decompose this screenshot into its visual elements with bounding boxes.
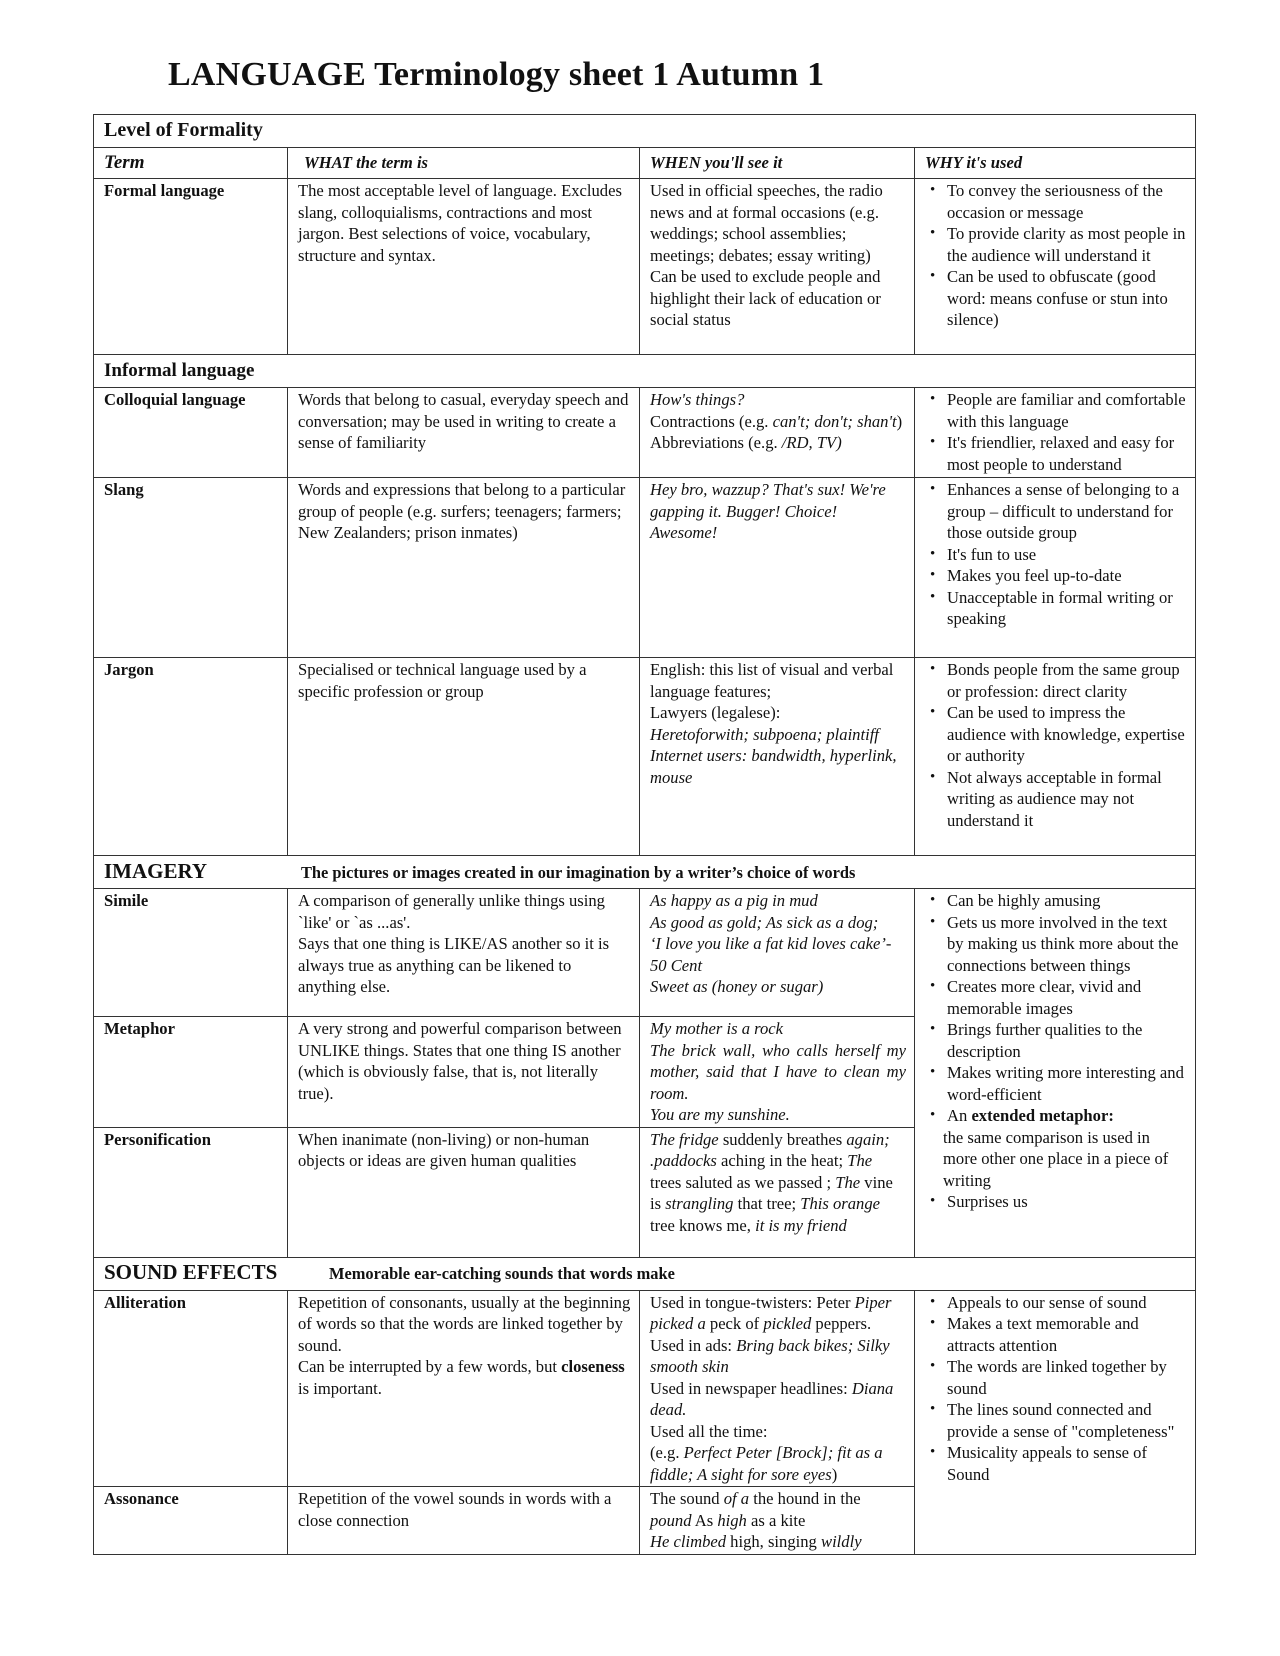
when-text: Used in newspaper headlines: Diana dead. [650, 1378, 894, 1419]
what-text: Can be interrupted by a few words, but closeness is important. [298, 1357, 625, 1398]
when-cell: The fridge suddenly breathes again; .paddocks aching in the heat; The trees saluted as we passed ; The vine is strangling that tree; This orange tree knows me, it is my friend [640, 1127, 915, 1257]
list-item: • To provide clarity as most people in the audience will understand it [947, 223, 1187, 266]
what-text: Repetition of consonants, usually at the beginning of words so that the words are linked together by sound. [298, 1292, 631, 1355]
why-cell-sound [915, 1290, 1196, 1554]
what-cell [288, 889, 640, 1017]
when-text: The brick wall, who calls herself my mother, said that I have to clean my room. [650, 1040, 906, 1103]
section-row-sound [94, 1257, 1196, 1290]
term-cell: Alliteration [94, 1290, 288, 1487]
header-when: WHEN you'll see it [640, 148, 915, 179]
list-item: • Surprises us [947, 1191, 1187, 1213]
list-item: • Bonds people from the same group or profession: direct clarity [947, 659, 1187, 702]
header-what: WHAT the term is [288, 148, 640, 179]
what-cell: Repetition of the vowel sounds in words with a close connection [288, 1487, 640, 1555]
why-cell [915, 658, 1196, 856]
when-text: Heretoforwith; subpoena; plaintiff [650, 724, 879, 744]
list-item: • Gets us more involved in the text by making us think more about the connections between things [947, 912, 1187, 977]
why-cell [915, 388, 1196, 478]
when-text: Used in tongue-twisters: Peter Piper picked a peck of pickled peppers. Used in ads: Bring back bikes; Silky smooth skin [650, 1292, 892, 1376]
what-text: A comparison of generally unlike things using `like' or `as ...as'. [298, 891, 605, 932]
what-text: Says that one thing is LIKE/AS another so it is always true as anything can be likened to anything else. [298, 934, 610, 996]
header-term: Term [94, 148, 288, 179]
section-description: The pictures or images created in our imagination by a writer’s choice of words [301, 862, 856, 882]
list-item: • It's fun to use [947, 544, 1187, 566]
when-text: Internet users: bandwidth, hyperlink, mouse [650, 746, 897, 787]
when-text: The sound of a the hound in the pound As high as a kite [650, 1489, 861, 1530]
table-row [94, 889, 1196, 1017]
when-cell [640, 1290, 915, 1487]
what-cell: Words and expressions that belong to a particular group of people (e.g. surfers; teenagers; farmers; New Zealanders; prison inmates) [288, 478, 640, 658]
section-description: Memorable ear-catching sounds that words make [329, 1264, 675, 1284]
list-item: • Not always acceptable in formal writing as audience may not understand it [947, 767, 1187, 832]
list-item: • Unacceptable in formal writing or speaking [947, 587, 1187, 630]
what-cell: Words that belong to casual, everyday speech and conversation; may be used in writing to create a sense of familiarity [288, 388, 640, 478]
when-cell: Hey bro, wazzup? That's sux! We're gapping it. Bugger! Choice! Awesome! [640, 478, 915, 658]
section-title: SOUND EFFECTS [104, 1260, 278, 1285]
list-item: • Brings further qualities to the description [947, 1019, 1187, 1062]
header-why: WHY it's used [915, 148, 1196, 179]
list-item: • Can be used to impress the audience with knowledge, expertise or authority [947, 702, 1187, 767]
when-cell [640, 658, 915, 856]
section-row-imagery [94, 856, 1196, 889]
when-text: As good as gold; As sick as a dog; [650, 912, 879, 932]
extended-metaphor-text: the same comparison is used in more other one place in a piece of writing [943, 1127, 1169, 1190]
list-item: • Makes you feel up-to-date [947, 565, 1187, 587]
why-cell [915, 478, 1196, 658]
when-text: How's things? [650, 390, 745, 409]
table-row [94, 388, 1196, 478]
when-text: Sweet as (honey or sugar) [650, 977, 824, 996]
list-item: • It's friendlier, relaxed and easy for most people to understand [947, 432, 1187, 475]
term-cell: Personification [94, 1127, 288, 1257]
section-row-informal [94, 355, 1196, 388]
terminology-table [93, 114, 1196, 1555]
table-row [94, 1290, 1196, 1487]
list-item: • Can be used to obfuscate (good word: means confuse or stun into silence) [947, 266, 1187, 331]
what-cell: The most acceptable level of language. Excludes slang, colloquialisms, contractions and most jargon. Best selections of voice, vocabulary, structure and syntax. [288, 179, 640, 355]
when-text: Contractions (e.g. can't; don't; shan't) Abbreviations (e.g. /RD, TV) [650, 411, 903, 452]
when-text: ‘I love you like a fat kid loves cake’- 50 Cent [650, 934, 892, 975]
when-text: English: this list of visual and verbal language features; [650, 660, 894, 701]
section-title: Informal language [104, 360, 255, 382]
when-text: Can be used to exclude people and highlight their lack of education or social status [650, 267, 881, 329]
list-item: • An extended metaphor: [947, 1105, 1187, 1127]
term-cell: Slang [94, 478, 288, 658]
when-text: He climbed high, singing wildly [650, 1532, 862, 1551]
section-row-formality [94, 115, 1196, 148]
when-cell [640, 1487, 915, 1555]
why-cell [915, 179, 1196, 355]
what-cell: Specialised or technical language used by a specific profession or group [288, 658, 640, 856]
section-title: Level of Formality [104, 119, 263, 142]
what-cell: When inanimate (non-living) or non-human objects or ideas are given human qualities [288, 1127, 640, 1257]
when-text: As happy as a pig in mud [650, 891, 818, 910]
when-text: My mother is a rock [650, 1019, 784, 1038]
term-cell: Metaphor [94, 1017, 288, 1128]
list-item: • Makes a text memorable and attracts attention [947, 1313, 1187, 1356]
when-cell [640, 889, 915, 1017]
what-cell: A very strong and powerful comparison between UNLIKE things. States that one thing IS another (which is obviously false, that is, not literally true). [288, 1017, 640, 1128]
term-cell: Formal language [94, 179, 288, 355]
term-cell: Jargon [94, 658, 288, 856]
table-row [94, 478, 1196, 658]
why-cell-imagery [915, 889, 1196, 1258]
when-cell [640, 388, 915, 478]
when-cell [640, 179, 915, 355]
list-item: • Enhances a sense of belonging to a group – difficult to understand for those outside group [947, 479, 1187, 544]
when-text: You are my sunshine. [650, 1105, 790, 1124]
table-row [94, 658, 1196, 856]
what-cell [288, 1290, 640, 1487]
term-cell: Assonance [94, 1487, 288, 1555]
list-item: • To convey the seriousness of the occasion or message [947, 180, 1187, 223]
when-text: Lawyers (legalese): [650, 703, 781, 722]
list-item: • People are familiar and comfortable with this language [947, 389, 1187, 432]
term-cell: Colloquial language [94, 388, 288, 478]
header-row [94, 148, 1196, 179]
when-text: (e.g. Perfect Peter [Brock]; fit as a fiddle; A sight for sore eyes) [650, 1443, 883, 1484]
list-item: • The words are linked together by sound [947, 1356, 1187, 1399]
term-cell: Simile [94, 889, 288, 1017]
list-item: • Makes writing more interesting and word-efficient [947, 1062, 1187, 1105]
table-row [94, 179, 1196, 355]
section-title: IMAGERY [104, 858, 208, 883]
list-item: • Musicality appeals to sense of Sound [947, 1442, 1187, 1485]
when-text: Used all the time: [650, 1421, 768, 1441]
list-item: • Can be highly amusing [947, 890, 1187, 912]
when-cell [640, 1017, 915, 1128]
when-text: Used in official speeches, the radio news and at formal occasions (e.g. weddings; school assemblies; meetings; debates; essay writing) [650, 181, 883, 265]
page-title: LANGUAGE Terminology sheet 1 Autumn 1 [168, 56, 825, 93]
list-item: • Creates more clear, vivid and memorable images [947, 976, 1187, 1019]
list-item: • The lines sound connected and provide a sense of "completeness" [947, 1399, 1187, 1442]
list-item: • Appeals to our sense of sound [947, 1292, 1187, 1314]
